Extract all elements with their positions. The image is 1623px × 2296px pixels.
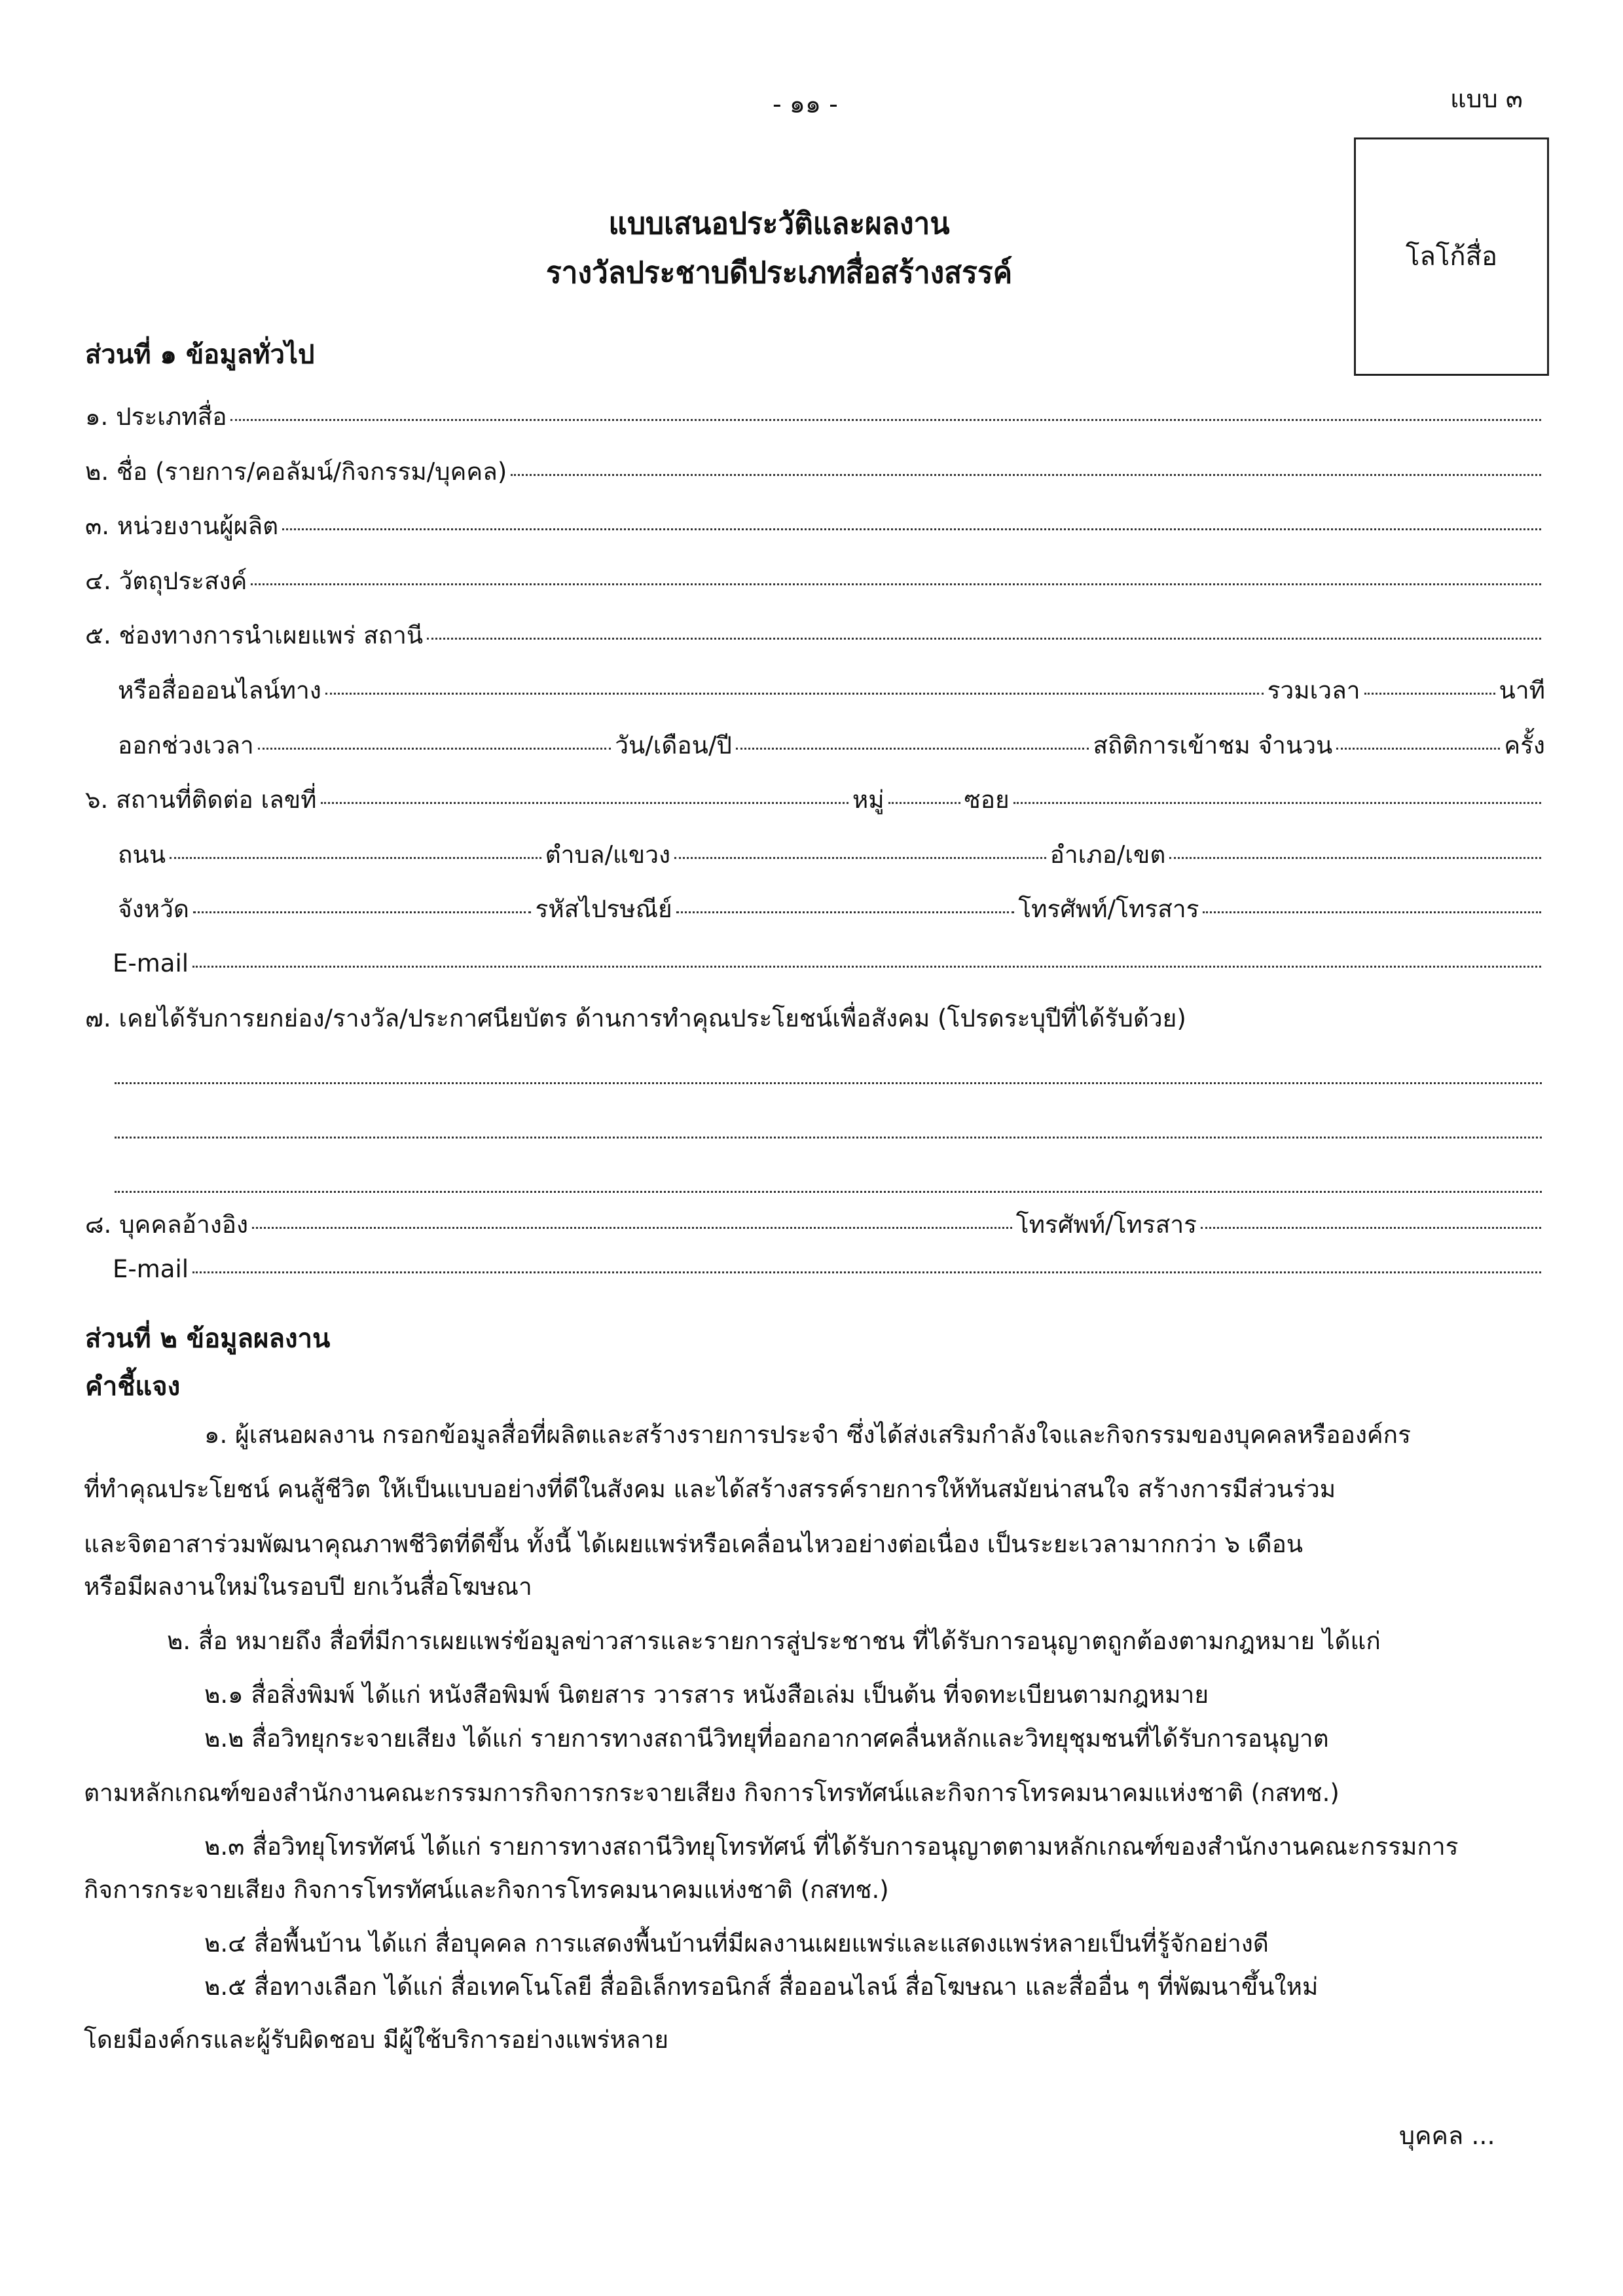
paragraph-line: ที่ทำคุณประโยชน์ คนสู้ชีวิต ให้เป็นแบบอย่างที่ดีในสังคม และได้สร้างสรรค์รายการให้ทันสมัยน่าสนใจ สร้างการมีส่วนร่วม [84,1475,1336,1503]
field-label: สถิติการเข้าชม จำนวน [1093,731,1333,759]
field-label: โทรศัพท์/โทรสาร [1015,1211,1197,1239]
field-label: หมู่ [852,786,884,814]
fill-line[interactable] [676,911,1015,913]
fill-line[interactable] [674,856,1046,859]
fill-line[interactable] [192,1271,1541,1273]
paragraph-line: ๒. สื่อ หมายถึง สื่อที่มีการเผยแพร่ข้อมูลข่าวสารและรายการสู่ประชาชน ที่ได้รับการอนุญาตถูกต้องตามกฎหมาย ได้แก่ [167,1627,1381,1655]
fill-line[interactable] [511,473,1541,476]
field-media-type[interactable] [85,405,1545,429]
field-producer[interactable] [85,514,1545,538]
field-label: ครั้ง [1504,731,1546,759]
field-awards-label: ๗. เคยได้รับการยกย่อง/รางวัล/ประกาศนียบัตร ด้านการทำคุณประโยชน์เพื่อสังคม (โปรดระบุปีที่ได้รับด้วย) [85,1004,1186,1032]
paragraph-line: ๒.๓ สื่อวิทยุโทรทัศน์ ได้แก่ รายการทางสถานีวิทยุโทรทัศน์ ที่ได้รับการอนุญาตตามหลักเกณฑ์ของสำนักงานคณะกรรมการ [204,1832,1459,1861]
field-online-channel[interactable] [118,678,1545,702]
paragraph-line: โดยมีองค์กรและผู้รับผิดชอบ มีผู้ใช้บริการอย่างแพร่หลาย [84,2026,669,2054]
fill-line[interactable] [1169,856,1541,859]
awards-fill-line-1[interactable] [115,1082,1542,1084]
form-title: แบบเสนอประวัติและผลงาน [608,206,950,241]
fill-line[interactable] [325,692,1264,695]
fill-line[interactable] [192,965,1541,968]
form-subtitle: รางวัลประชาบดีประเภทสื่อสร้างสรรค์ [545,255,1013,290]
field-label: ๔. วัตถุประสงค์ [85,567,247,595]
field-label: E-mail [113,1255,189,1283]
field-label: ๖. สถานที่ติดต่อ เลขที่ [85,786,317,814]
field-address-road[interactable] [118,843,1545,867]
field-label: วัน/เดือน/ปี [615,731,732,759]
field-objective[interactable] [85,569,1545,593]
logo-placeholder-box [1354,137,1549,376]
field-channel-station[interactable] [85,623,1545,647]
fill-line[interactable] [230,418,1541,421]
field-name[interactable] [85,460,1545,484]
fill-line[interactable] [1203,911,1541,913]
paragraph-line: ๒.๒ สื่อวิทยุกระจายเสียง ได้แก่ รายการทางสถานีวิทยุที่ออกอากาศคลื่นหลักและวิทยุชุมชนที่ได้รับการอนุญาต [204,1724,1329,1753]
paragraph-line: ๑. ผู้เสนอผลงาน กรอกข้อมูลสื่อที่ผลิตและสร้างรายการประจำ ซึ่งได้ส่งเสริมกำลังใจและกิจกรรมของบุคคลหรือองค์กร [204,1421,1411,1449]
field-label: ถนน [118,841,166,869]
paragraph-line: ๒.๕ สื่อทางเลือก ได้แก่ สื่อเทคโนโลยี สื่ออิเล็กทรอนิกส์ สื่อออนไลน์ สื่อโฆษณา และสื่ออื่น ๆ ที่พัฒนาขึ้นใหม่ [204,1973,1319,2001]
logo-box-label: โลโก้สื่อ [1405,242,1498,272]
fill-line[interactable] [1336,747,1500,750]
field-reference-person[interactable] [85,1212,1545,1237]
field-label: อำเภอ/เขต [1049,841,1166,869]
field-label: หรือสื่อออนไลน์ทาง [118,676,321,704]
field-label: จังหวัด [118,895,189,923]
field-label: E-mail [113,949,189,977]
field-label: รวมเวลา [1267,676,1360,704]
fill-line[interactable] [427,637,1541,640]
field-airtime[interactable] [118,733,1545,757]
field-label: ซอย [964,786,1010,814]
part1-heading: ส่วนที่ ๑ ข้อมูลทั่วไป [85,340,315,370]
instructions-heading: คำชี้แจง [85,1372,181,1402]
continuation-note: บุคคล ... [1399,2121,1495,2150]
field-address-province[interactable] [118,897,1545,921]
field-label: ๕. ช่องทางการนำเผยแพร่ สถานี [85,621,424,649]
page-number: - ๑๑ - [773,90,838,118]
fill-line[interactable] [170,856,541,859]
paragraph-line: ตามหลักเกณฑ์ของสำนักงานคณะกรรมการกิจการกระจายเสียง กิจการโทรทัศน์และกิจการโทรคมนาคมแห่งชาติ (กสทช.) [84,1779,1340,1807]
field-label: ๓. หน่วยงานผู้ผลิต [85,512,279,540]
fill-line[interactable] [1364,692,1495,695]
field-label: ออกช่วงเวลา [118,731,254,759]
fill-line[interactable] [1201,1226,1541,1229]
fill-line[interactable] [888,801,960,804]
paragraph-line: ๒.๔ สื่อพื้นบ้าน ได้แก่ สื่อบุคคล การแสดงพื้นบ้านที่มีผลงานเผยแพร่และแสดงแพร่หลายเป็นที่รู้จักอย่างดี [204,1929,1269,1958]
field-label: ตำบล/แขวง [545,841,671,869]
fill-line[interactable] [258,747,611,750]
field-label: ๑. ประเภทสื่อ [85,403,227,431]
field-label: ๘. บุคคลอ้างอิง [85,1211,249,1239]
field-label: นาที [1499,676,1545,704]
fill-line[interactable] [282,528,1541,530]
paragraph-line: กิจการกระจายเสียง กิจการโทรทัศน์และกิจการโทรคมนาคมแห่งชาติ (กสทช.) [84,1876,889,1904]
fill-line[interactable] [251,583,1541,585]
field-label: รหัสไปรษณีย์ [535,895,672,923]
fill-line[interactable] [321,801,848,804]
paragraph-line: หรือมีผลงานใหม่ในรอบปี ยกเว้นสื่อโฆษณา [84,1573,532,1601]
field-label: ๒. ชื่อ (รายการ/คอลัมน์/กิจกรรม/บุคคล) [85,458,507,486]
field-label: โทรศัพท์/โทรสาร [1018,895,1199,923]
awards-fill-line-2[interactable] [115,1136,1542,1139]
fill-line[interactable] [736,747,1089,750]
awards-fill-line-3[interactable] [115,1190,1542,1193]
field-address-email[interactable] [113,951,1545,975]
field-address-no[interactable] [85,788,1545,812]
paragraph-line: ๒.๑ สื่อสิ่งพิมพ์ ได้แก่ หนังสือพิมพ์ นิตยสาร วารสาร หนังสือเล่ม เป็นต้น ที่จดทะเบียนตามกฎหมาย [204,1681,1209,1709]
fill-line[interactable] [1013,801,1541,804]
fill-line[interactable] [193,911,532,913]
field-reference-email[interactable] [113,1257,1545,1281]
paragraph-line: และจิตอาสาร่วมพัฒนาคุณภาพชีวิตที่ดีขึ้น ทั้งนี้ ได้เผยแพร่หรือเคลื่อนไหวอย่างต่อเนื่อง เป็นระยะเวลามากกว่า ๖ เดือน [84,1530,1304,1558]
fill-line[interactable] [252,1226,1012,1229]
form-code: แบบ ๓ [1450,84,1523,113]
part2-heading: ส่วนที่ ๒ ข้อมูลผลงาน [85,1324,331,1354]
